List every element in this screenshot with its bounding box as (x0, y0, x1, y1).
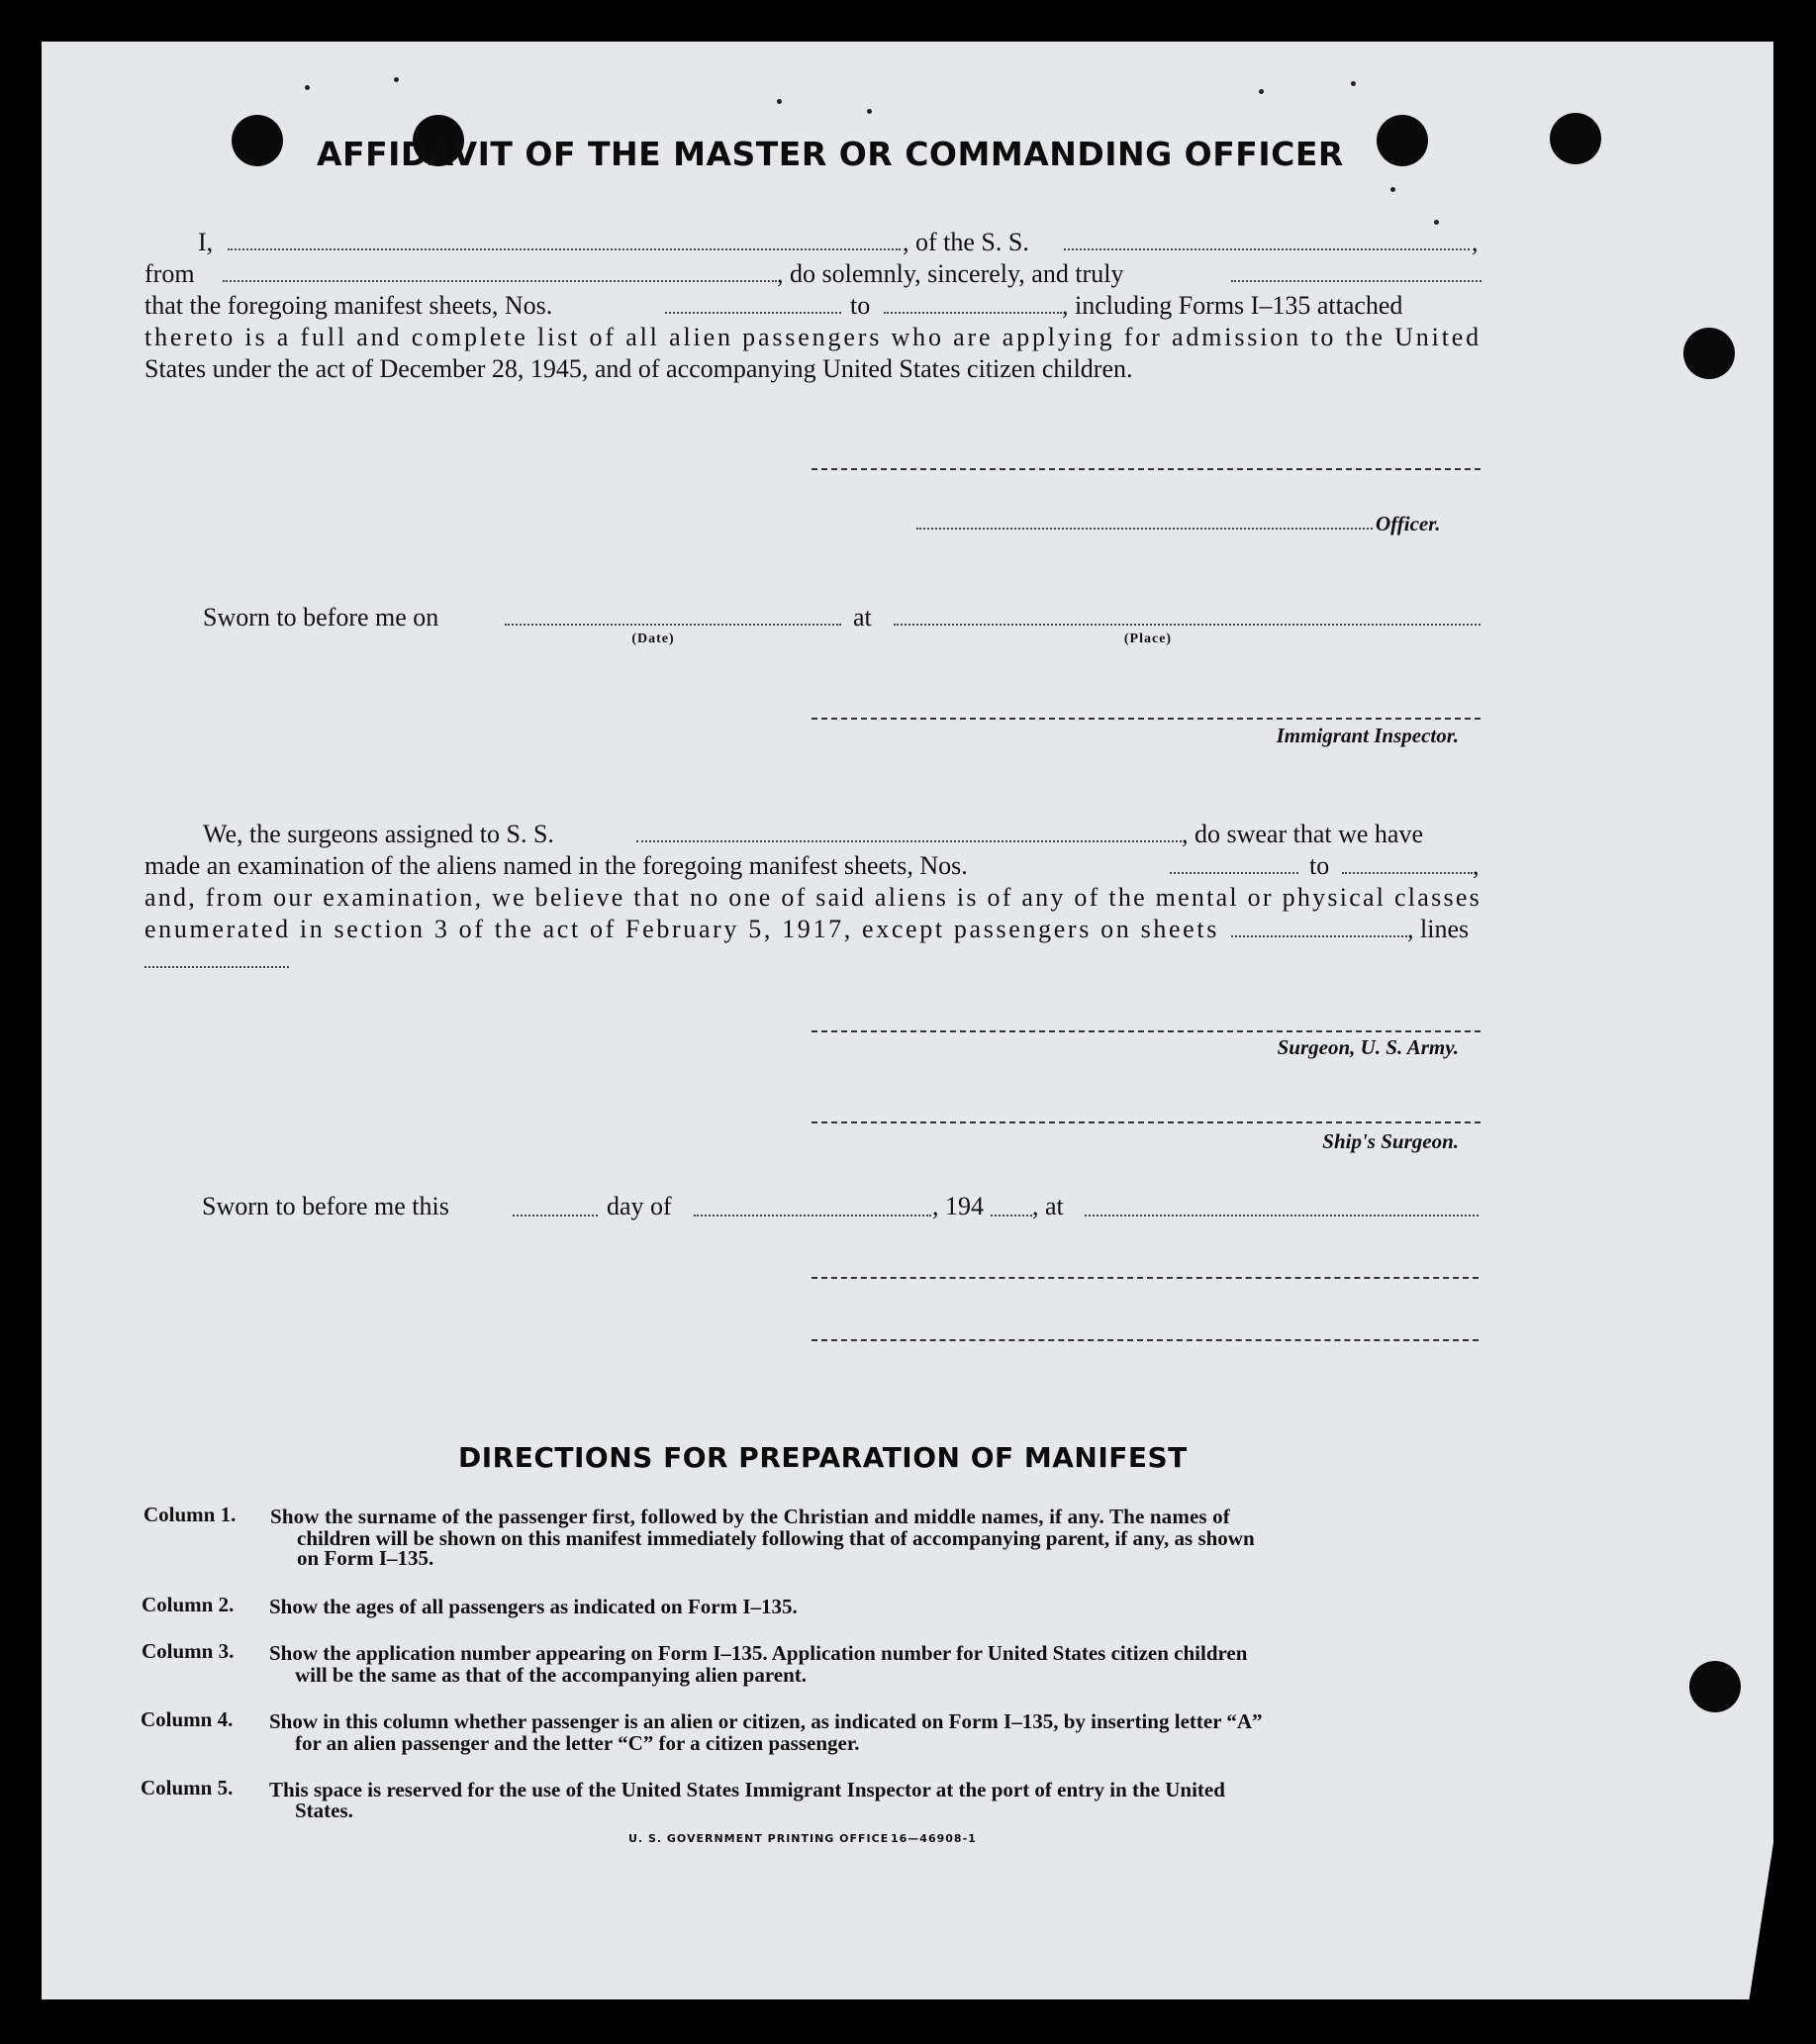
inspector-signature-line[interactable] (812, 718, 1481, 720)
year-label: , 194 (932, 1192, 984, 1220)
surgeons-ship-line[interactable] (636, 840, 1182, 842)
affidavit-i: I, (198, 228, 214, 256)
comma: , (1472, 228, 1479, 256)
column-4-text-2: for an alien passenger and the letter “C” for a citizen passenger. (295, 1731, 860, 1755)
affidavit-title: AFFIDAVIT OF THE MASTER OR COMMANDING OFFICER (317, 135, 1344, 173)
surgeons-made-exam: made an examination of the aliens named in the foregoing manifest sheets, Nos. (144, 851, 968, 880)
army-surgeon-signature-line[interactable] (812, 1030, 1481, 1032)
ship-surgeon-signature-line[interactable] (812, 1121, 1481, 1123)
sworn-date-line[interactable] (505, 624, 841, 626)
column-2-text-1: Show the ages of all passengers as indicated on Form I–135. (269, 1595, 798, 1618)
affidavit-of-ss: , of the S. S. (903, 228, 1029, 256)
day-line[interactable] (513, 1215, 598, 1217)
ship-name-line[interactable] (1064, 248, 1470, 250)
army-surgeon-caption: Surgeon, U. S. Army. (1277, 1035, 1459, 1059)
exam-sheet-from-line[interactable] (1170, 872, 1298, 874)
surgeons-line4: enumerated in section 3 of the act of February 5, 1917, except passengers on sheets (144, 915, 1219, 943)
column-1-label: Column 1. (143, 1503, 237, 1526)
ship-surgeon-caption: Ship's Surgeon. (1322, 1129, 1459, 1153)
surgeons-lines: , lines (1407, 915, 1470, 943)
punch-hole (1683, 328, 1735, 379)
punch-hole (1550, 113, 1601, 164)
speck (1434, 220, 1439, 225)
day-of-label: day of (607, 1192, 672, 1220)
surgeons-assigned: We, the surgeons assigned to S. S. (203, 820, 554, 848)
officer-signature-line-a[interactable] (812, 1277, 1479, 1279)
master-name-line[interactable] (228, 248, 901, 250)
affidavit-including: , including Forms I–135 attached (1062, 291, 1403, 320)
column-3-text-1: Show the application number appearing on Form I–135. Application number for United States citizen children (269, 1641, 1248, 1665)
affidavit-line4: thereto is a full and complete list of all alien passengers who are applying for admission to the United (144, 323, 1481, 351)
officer-signature-line-b[interactable] (812, 1339, 1479, 1341)
affidavit-solemnly: , do solemnly, sincerely, and truly (777, 259, 1124, 288)
column-3-label: Column 3. (142, 1639, 235, 1663)
date-caption: (Date) (631, 632, 675, 646)
inspector-caption: Immigrant Inspector. (1276, 724, 1459, 747)
affidavit-to: to (850, 291, 871, 320)
from-port-line[interactable] (223, 280, 777, 282)
except-sheets-line[interactable] (1231, 935, 1407, 937)
directions-title: DIRECTIONS FOR PREPARATION OF MANIFEST (458, 1441, 1188, 1474)
punch-hole (232, 115, 283, 166)
printer-imprint: U. S. GOVERNMENT PRINTING OFFICE (628, 1832, 890, 1845)
column-2-label: Column 2. (142, 1593, 235, 1616)
affidavit-line5: States under the act of December 28, 1945, and of accompanying United States citizen children. (144, 354, 1133, 383)
surgeons-do-swear: , do swear that we have (1182, 820, 1424, 848)
oath-word-line[interactable] (1231, 280, 1481, 282)
master-signature-line[interactable] (812, 468, 1481, 470)
comma: , (1473, 851, 1480, 880)
column-1-text-3: on Form I–135. (297, 1546, 434, 1570)
column-1-text-1: Show the surname of the passenger first, followed by the Christian and middle names, if any. The names of (270, 1505, 1230, 1528)
sworn-this-at-label: , at (1032, 1192, 1064, 1220)
speck (394, 77, 399, 82)
sworn-place-line[interactable] (894, 624, 1481, 626)
column-4-label: Column 4. (141, 1707, 234, 1731)
sworn-on-label: Sworn to before me on (203, 603, 439, 632)
speck (867, 109, 872, 114)
speck (777, 99, 782, 104)
speck (1351, 81, 1356, 86)
column-5-text-1: This space is reserved for the use of the United States Immigrant Inspector at the port of entry in the United (269, 1778, 1225, 1801)
sworn-this-label: Sworn to before me this (202, 1192, 449, 1220)
affidavit-foregoing: that the foregoing manifest sheets, Nos. (144, 291, 553, 320)
column-5-text-2: States. (295, 1799, 353, 1822)
officer-line[interactable] (916, 528, 1373, 530)
form-code: 16—46908-1 (891, 1832, 977, 1845)
sheet-to-line[interactable] (884, 312, 1062, 314)
column-5-label: Column 5. (141, 1776, 234, 1800)
place-caption: (Place) (1123, 632, 1173, 646)
month-line[interactable] (694, 1215, 931, 1217)
speck (305, 85, 310, 90)
sheet-from-line[interactable] (665, 312, 841, 314)
column-3-text-2: will be the same as that of the accompanying alien parent. (295, 1663, 808, 1687)
punch-hole (1689, 1661, 1741, 1712)
affidavit-from: from (144, 259, 195, 288)
speck (1259, 89, 1264, 94)
surgeons-line3: and, from our examination, we believe that no one of said aliens is of any of the mental or physical classes (144, 883, 1481, 912)
year-line[interactable] (991, 1215, 1032, 1217)
column-1-text-2: children will be shown on this manifest immediately following that of accompanying parent, if any, as shown (297, 1526, 1255, 1550)
sworn-this-place-line[interactable] (1085, 1215, 1479, 1217)
officer-caption: Officer. (1376, 512, 1441, 535)
surgeons-to: to (1309, 851, 1330, 880)
except-lines-line[interactable] (144, 966, 289, 968)
punch-hole (1377, 115, 1428, 166)
column-4-text-1: Show in this column whether passenger is an alien or citizen, as indicated on Form I–135, by inserting letter “A” (269, 1709, 1263, 1733)
exam-sheet-to-line[interactable] (1342, 872, 1473, 874)
speck (1390, 187, 1395, 192)
sworn-at-label: at (853, 603, 872, 632)
